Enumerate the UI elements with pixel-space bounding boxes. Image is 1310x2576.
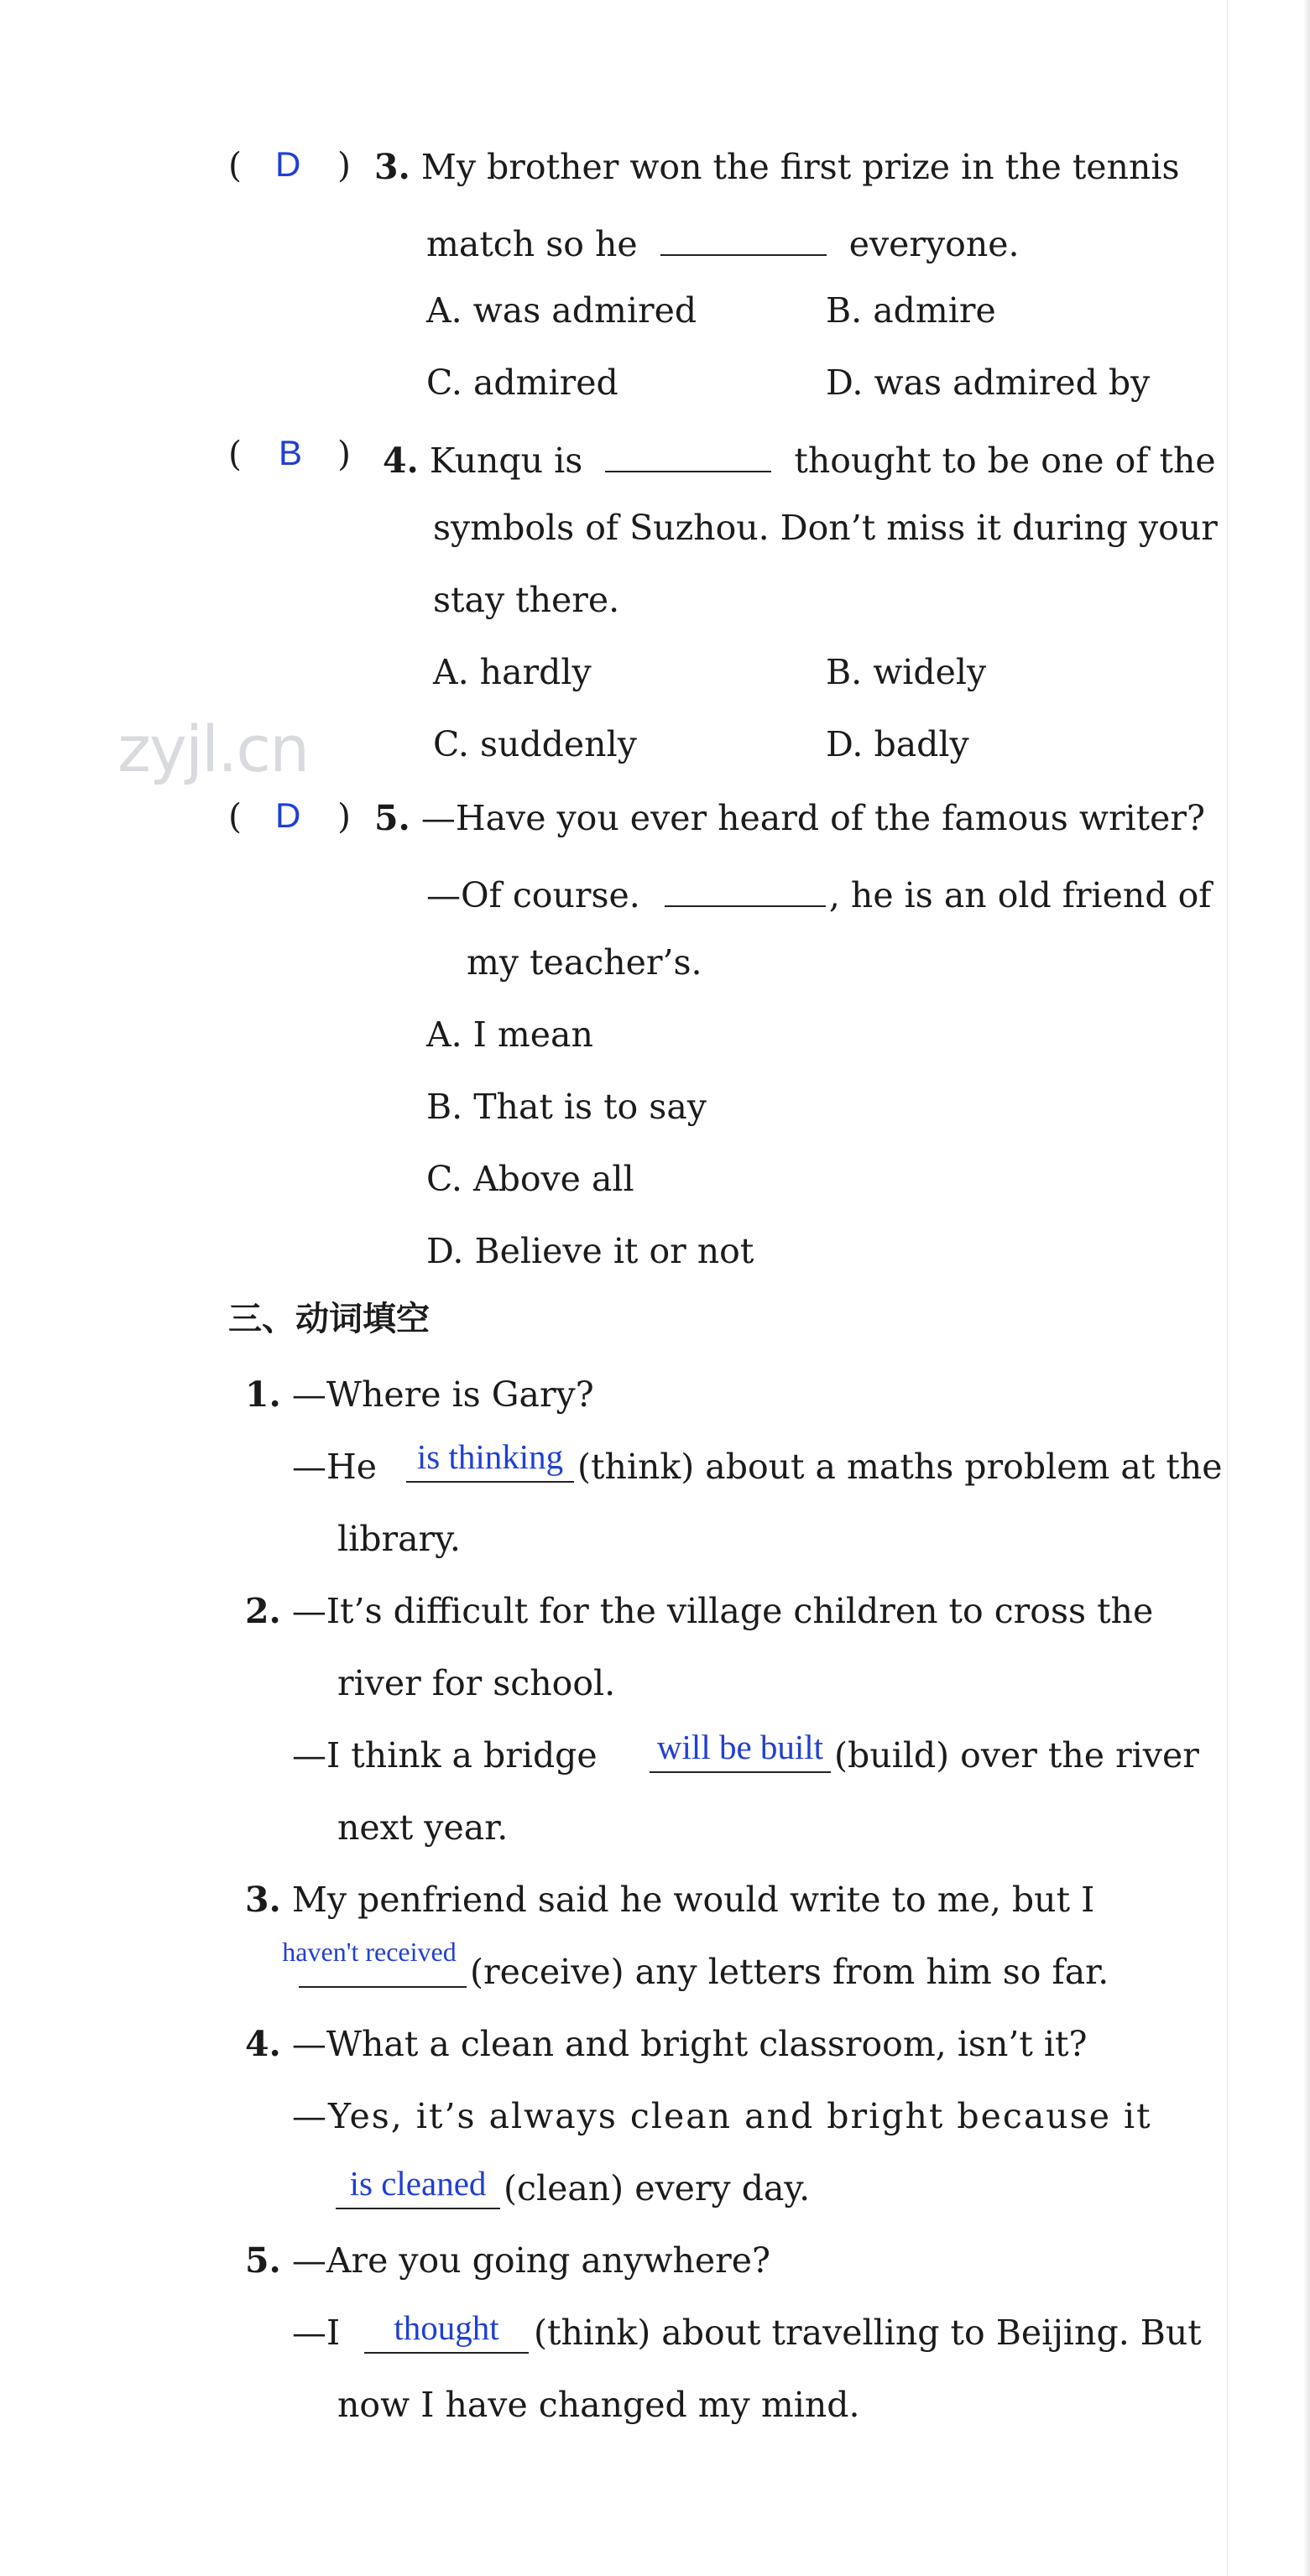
mc5-line3: my teacher’s. — [467, 942, 702, 983]
mc3-number: 3. — [374, 147, 410, 187]
mc3-line2-after: everyone. — [848, 224, 1020, 264]
verb2-line3-before: —I think a bridge — [292, 1735, 598, 1776]
verb3-blank — [299, 1986, 467, 1988]
mc4-option-a: A. hardly — [433, 652, 592, 692]
verb4-number: 4. — [245, 2024, 281, 2064]
mc4-line3: stay there. — [433, 580, 620, 620]
verb3-answer: haven't received — [282, 1937, 457, 1967]
verb4-line2: —Yes, it’s always clean and bright because it — [292, 2096, 1152, 2136]
mc5-option-c: C. Above all — [426, 1159, 634, 1199]
verb5-line2-before: —I — [292, 2313, 341, 2353]
mc3-option-b: B. admire — [826, 290, 996, 331]
mc4-blank — [605, 439, 771, 472]
mc4-option-b: B. widely — [826, 652, 987, 692]
verb1-line1 — [245, 1374, 594, 1415]
verb2-line1-text: —It’s difficult for the village children to cross the — [291, 1591, 1154, 1631]
answer-paren-close: ) — [337, 145, 351, 185]
verb5-answer: thought — [394, 2308, 499, 2347]
mc4-line1-before: Kunqu is — [429, 441, 583, 481]
mc3-answer: D — [275, 144, 301, 184]
mc5-line2-after: , he is an old friend of — [828, 875, 1212, 915]
verb2-line3-after: (build) over the river — [834, 1735, 1199, 1776]
mc3-line1 — [374, 147, 1250, 187]
answer-paren-open: ( — [228, 434, 242, 474]
verb4-line1-text: —What a clean and bright classroom, isn’t it? — [291, 2024, 1088, 2064]
answer-paren-open: ( — [228, 796, 242, 837]
verb1-line1-text: —Where is Gary? — [291, 1374, 594, 1415]
verb3-line1 — [245, 1880, 1095, 1920]
verb3-line2-after: (receive) any letters from him so far. — [470, 1952, 1109, 1992]
mc5-line2 — [426, 873, 1211, 913]
mc5-option-d: D. Believe it or not — [426, 1231, 754, 1271]
verb1-number: 1. — [245, 1374, 281, 1415]
mc4-line2: symbols of Suzhou. Don’t miss it during your — [433, 508, 1218, 548]
mc5-option-a: A. I mean — [426, 1014, 593, 1055]
mc4-number: 4. — [383, 441, 419, 481]
verb5-line2-after: (think) about travelling to Beijing. But — [534, 2313, 1202, 2353]
verb4-line3-after: (clean) every day. — [504, 2168, 811, 2208]
verb2-line4: next year. — [337, 1807, 509, 1848]
verb2-line1 — [245, 1591, 1250, 1631]
verb5-line3: now I have changed my mind. — [337, 2385, 860, 2425]
mc5-blank — [665, 873, 826, 907]
verb5-blank — [364, 2352, 529, 2354]
verb1-line2-after: (think) about a maths problem at the — [577, 1447, 1223, 1487]
section-title: 三、动词填空 — [228, 1300, 430, 1338]
mc4-line1-after: thought to be one of the — [794, 441, 1216, 481]
verb4-answer: is cleaned — [349, 2164, 487, 2203]
answer-paren-open: ( — [228, 145, 242, 185]
mc3-option-d: D. was admired by — [826, 362, 1151, 403]
mc3-line2-before: match so he — [426, 224, 638, 264]
verb3-number: 3. — [245, 1880, 281, 1920]
page-fold-line — [1227, 0, 1228, 2576]
verb3-line1-text: My penfriend said he would write to me, but I — [291, 1880, 1095, 1920]
mc4-answer: B — [279, 433, 303, 472]
mc3-option-c: C. admired — [426, 362, 618, 403]
mc5-option-b: B. That is to say — [426, 1087, 707, 1127]
mc5-answer: D — [275, 795, 301, 835]
answer-paren-close: ) — [337, 434, 351, 474]
mc5-line2-before: —Of course. — [426, 875, 640, 915]
mc4-option-d: D. badly — [826, 724, 969, 764]
verb4-line1 — [245, 2024, 1088, 2064]
mc5-line1-text: —Have you ever heard of the famous writer? — [420, 798, 1205, 838]
verb2-line2: river for school. — [337, 1663, 616, 1703]
verb5-line1 — [245, 2240, 770, 2281]
verb1-answer: is thinking — [416, 1437, 564, 1476]
verb2-answer: will be built — [656, 1728, 824, 1766]
answer-paren-close: ) — [337, 796, 351, 837]
verb2-blank — [650, 1771, 831, 1773]
mc3-line2 — [426, 222, 1020, 262]
mc4-option-c: C. suddenly — [433, 724, 637, 764]
mc5-line1 — [374, 798, 1205, 838]
mc4-line1 — [383, 439, 1216, 481]
verb5-line1-text: —Are you going anywhere? — [291, 2240, 770, 2281]
mc3-text1: My brother won the first prize in the tennis — [420, 147, 1180, 187]
verb2-number: 2. — [245, 1591, 281, 1631]
mc3-option-a: A. was admired — [426, 290, 697, 331]
verb1-blank — [406, 1481, 574, 1483]
watermark: zyjl.cn — [117, 712, 309, 786]
verb4-blank — [336, 2208, 500, 2209]
verb1-line3: library. — [337, 1519, 461, 1559]
mc5-number: 5. — [374, 798, 410, 838]
mc3-blank — [660, 222, 827, 256]
verb5-number: 5. — [245, 2240, 281, 2281]
verb1-line2-before: —He — [292, 1447, 378, 1487]
page-edge-shadow — [1303, 0, 1310, 2576]
